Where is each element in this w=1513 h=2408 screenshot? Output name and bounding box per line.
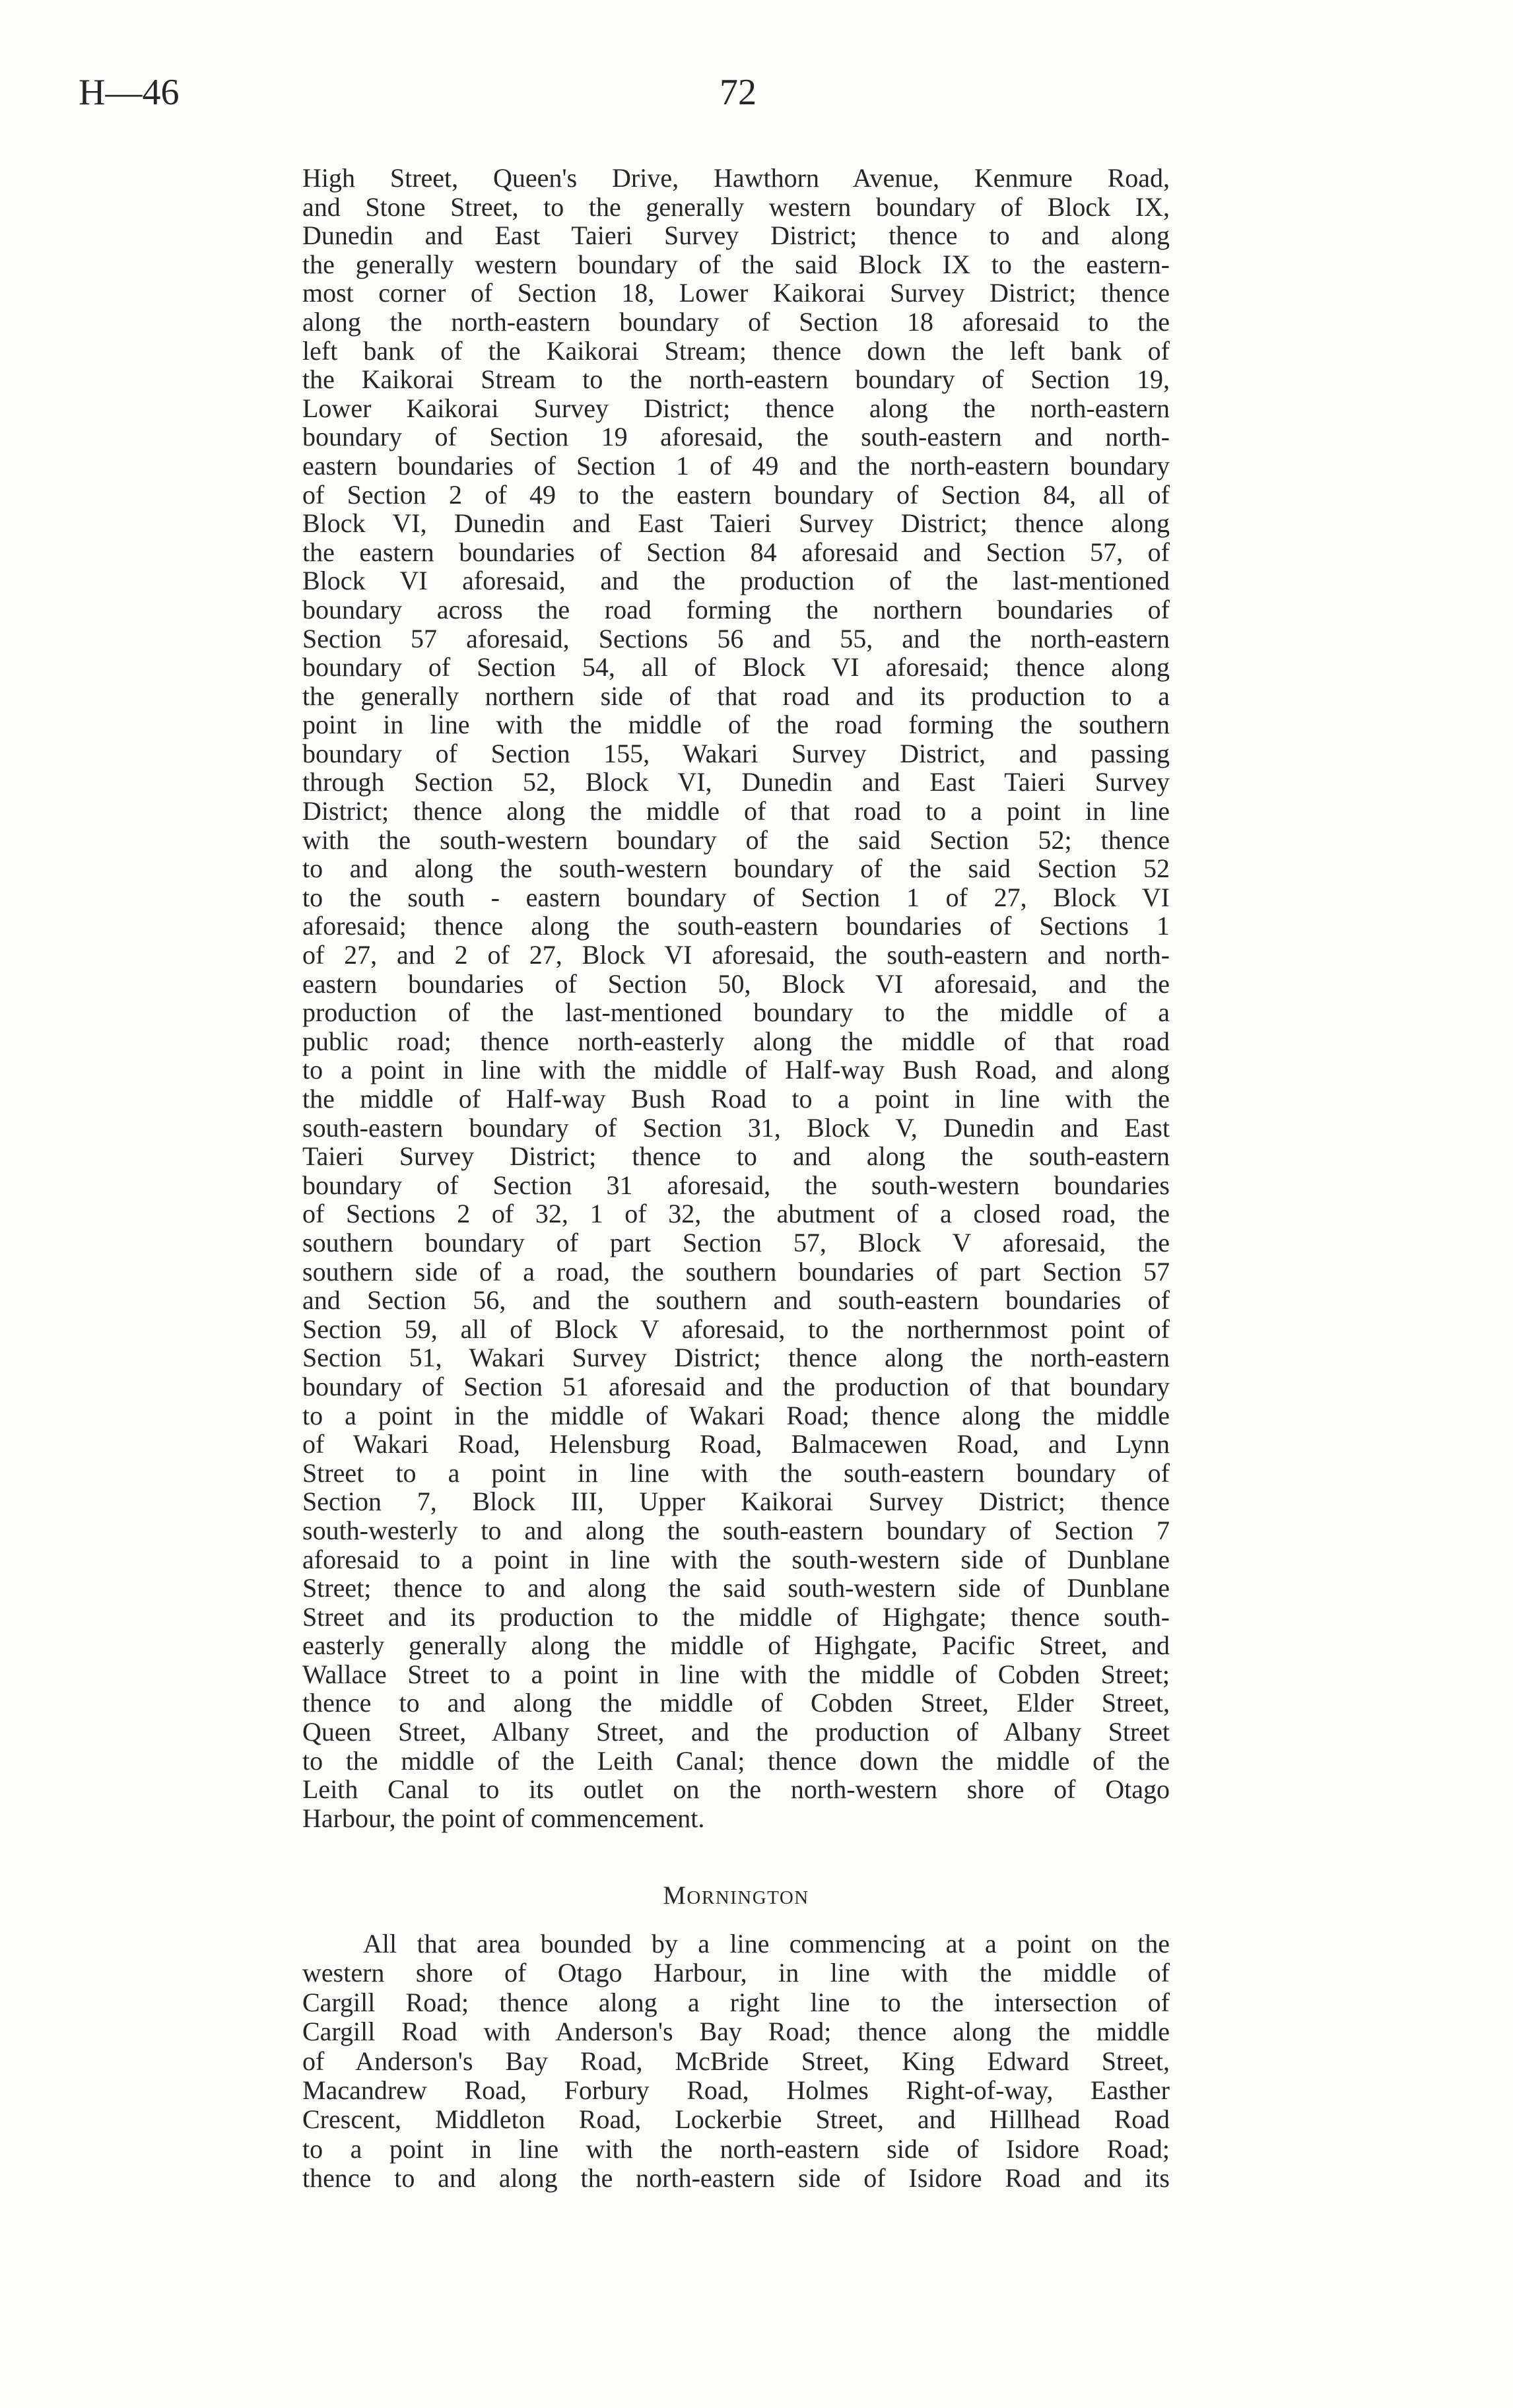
text-line: eastern boundaries of Section 50, Block VI aforesaid, and the — [302, 968, 1170, 999]
text-line: to a point in line with the north-eastern side of Isidore Road; — [302, 2133, 1170, 2164]
text-line: Cargill Road; thence along a right line to the intersection of — [302, 1987, 1170, 2017]
text-line: Taieri Survey District; thence to and along the south-eastern — [302, 1141, 1170, 1172]
text-line: the generally northern side of that road and its production to a — [302, 681, 1170, 711]
text-line: to a point in line with the middle of Half-way Bush Road, and along — [302, 1055, 1170, 1085]
text-line: aforesaid; thence along the south-eastern boundaries of Sections 1 — [302, 911, 1170, 941]
text-line: thence to and along the north-eastern side of Isidore Road and its — [302, 2163, 1170, 2193]
text-line: Wallace Street to a point in line with the middle of Cobden Street; — [302, 1659, 1170, 1689]
running-header-code: H—46 — [79, 72, 180, 113]
text-line: of 27, and 2 of 27, Block VI aforesaid, the south-eastern and north- — [302, 940, 1170, 970]
text-line: District; thence along the middle of that road to a point in line — [302, 796, 1170, 826]
text-line: Crescent, Middleton Road, Lockerbie Street, and Hillhead Road — [302, 2104, 1170, 2135]
text-line: south-eastern boundary of Section 31, Block V, Dunedin and East — [302, 1112, 1170, 1143]
text-line: easterly generally along the middle of Highgate, Pacific Street, and — [302, 1630, 1170, 1661]
text-line: Macandrew Road, Forbury Road, Holmes Right-of-way, Easther — [302, 2075, 1170, 2106]
text-line: Cargill Road with Anderson's Bay Road; thence along the middle — [302, 2017, 1170, 2047]
text-line: boundary of Section 31 aforesaid, the south-western boundaries — [302, 1170, 1170, 1200]
text-line: southern boundary of part Section 57, Block V aforesaid, the — [302, 1227, 1170, 1257]
text-line: left bank of the Kaikorai Stream; thence down the left bank of — [302, 335, 1170, 366]
text-line: Section 7, Block III, Upper Kaikorai Survey District; thence — [302, 1487, 1170, 1517]
text-line: public road; thence north-easterly along the middle of that road — [302, 1026, 1170, 1056]
text-line: point in line with the middle of the road forming the southern — [302, 710, 1170, 740]
text-line: with the south-western boundary of the said Section 52; thence — [302, 824, 1170, 855]
text-line: along the north-eastern boundary of Section 18 aforesaid to the — [302, 306, 1170, 337]
text-line: boundary across the road forming the northern boundaries of — [302, 594, 1170, 624]
text-line: Street to a point in line with the south-eastern boundary of — [302, 1457, 1170, 1488]
text-line: the eastern boundaries of Section 84 aforesaid and Section 57, of — [302, 537, 1170, 567]
text-line: Dunedin and East Taieri Survey District; thence to and along — [302, 220, 1170, 251]
text-line: aforesaid to a point in line with the south-western side of Dunblane — [302, 1544, 1170, 1574]
text-line: Section 59, all of Block V aforesaid, to the northernmost point of — [302, 1314, 1170, 1344]
page-number: 72 — [720, 72, 756, 113]
text-line: Block VI aforesaid, and the production of the last-mentioned — [302, 566, 1170, 596]
text-line: production of the last-mentioned boundary to the middle of a — [302, 997, 1170, 1028]
mornington-paragraph — [302, 1929, 1170, 2193]
text-line: boundary of Section 19 aforesaid, the south-eastern and north- — [302, 422, 1170, 452]
text-line: to the south - eastern boundary of Section 1 of 27, Block VI — [302, 882, 1170, 912]
text-line: of Section 2 of 49 to the eastern boundary of Section 84, all of — [302, 479, 1170, 510]
continuation-paragraph — [302, 164, 1170, 1832]
text-line: to and along the south-western boundary of the said Section 52 — [302, 853, 1170, 884]
text-line: the Kaikorai Stream to the north-eastern boundary of Section 19, — [302, 364, 1170, 395]
section-heading-mornington: MORNINGTON — [663, 1881, 809, 1910]
text-line: eastern boundaries of Section 1 of 49 and the north-eastern boundary — [302, 450, 1170, 481]
text-line: southern side of a road, the southern boundaries of part Section 57 — [302, 1256, 1170, 1287]
text-line: western shore of Otago Harbour, in line with the middle of — [302, 1958, 1170, 1988]
text-line: Harbour, the point of commencement. — [302, 1803, 705, 1833]
text-line: the generally western boundary of the said Block IX to the eastern- — [302, 249, 1170, 279]
text-line: most corner of Section 18, Lower Kaikorai Survey District; thence — [302, 278, 1170, 308]
text-line: All that area bounded by a line commencing at a point on the — [363, 1929, 1170, 1958]
text-line: the middle of Half-way Bush Road to a point in line with the — [302, 1084, 1170, 1114]
text-line: High Street, Queen's Drive, Hawthorn Avenue, Kenmure Road, — [302, 163, 1170, 193]
text-line: Block VI, Dunedin and East Taieri Survey District; thence along — [302, 508, 1170, 539]
text-line: Street; thence to and along the said south-western side of Dunblane — [302, 1573, 1170, 1603]
text-line: boundary of Section 51 aforesaid and the production of that boundary — [302, 1371, 1170, 1401]
text-line: and Stone Street, to the generally western boundary of Block IX, — [302, 191, 1170, 222]
text-line: Lower Kaikorai Survey District; thence along the north-eastern — [302, 393, 1170, 423]
text-line: boundary of Section 155, Wakari Survey District, and passing — [302, 738, 1170, 768]
text-line: of Wakari Road, Helensburg Road, Balmacewen Road, and Lynn — [302, 1429, 1170, 1459]
text-line: to a point in the middle of Wakari Road; thence along the middle — [302, 1400, 1170, 1430]
text-line: to the middle of the Leith Canal; thence down the middle of the — [302, 1745, 1170, 1776]
text-line: Section 57 aforesaid, Sections 56 and 55, and the north-eastern — [302, 623, 1170, 653]
text-line: Section 51, Wakari Survey District; thence along the north-eastern — [302, 1343, 1170, 1373]
text-line: of Anderson's Bay Road, McBride Street, King Edward Street, — [302, 2046, 1170, 2076]
text-line: boundary of Section 54, all of Block VI aforesaid; thence along — [302, 652, 1170, 683]
text-line: and Section 56, and the southern and south-eastern boundaries of — [302, 1285, 1170, 1316]
text-line: of Sections 2 of 32, 1 of 32, the abutment of a closed road, the — [302, 1199, 1170, 1229]
text-line: Queen Street, Albany Street, and the production of Albany Street — [302, 1717, 1170, 1747]
text-line: Leith Canal to its outlet on the north-western shore of Otago — [302, 1774, 1170, 1805]
text-line: thence to and along the middle of Cobden Street, Elder Street, — [302, 1688, 1170, 1718]
text-line: through Section 52, Block VI, Dunedin and East Taieri Survey — [302, 767, 1170, 797]
text-line: south-westerly to and along the south-eastern boundary of Section 7 — [302, 1515, 1170, 1545]
text-line: Street and its production to the middle of Highgate; thence south- — [302, 1601, 1170, 1632]
